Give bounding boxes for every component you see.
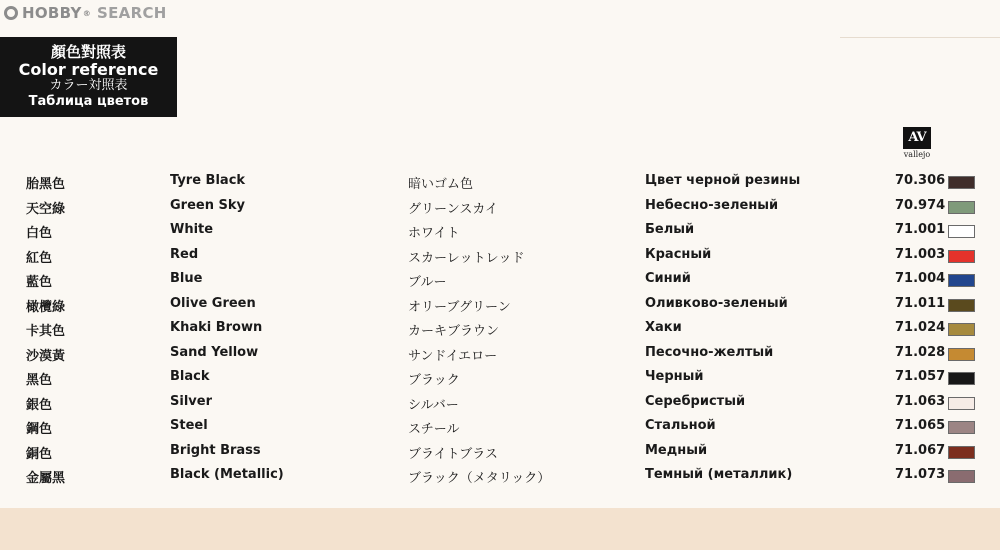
color-name-russian: Стальной <box>645 418 716 433</box>
color-name-russian: Черный <box>645 369 704 384</box>
color-name-japanese: 暗いゴム色 <box>408 177 474 192</box>
color-name-russian: Красный <box>645 246 712 262</box>
hobbysearch-logo <box>4 3 167 23</box>
table-row <box>0 318 1000 343</box>
color-name-chinese: 銀色 <box>26 397 53 413</box>
title-english: Color reference <box>18 60 159 79</box>
color-swatch <box>948 201 975 214</box>
color-name-chinese: 紅色 <box>26 250 53 266</box>
title-russian: Таблица цветов <box>28 94 149 109</box>
table-row <box>0 343 1000 368</box>
table-row <box>0 171 1000 196</box>
color-swatch <box>948 372 975 385</box>
color-name-japanese: カーキブラウン <box>408 324 500 339</box>
bottom-band <box>0 508 1000 550</box>
table-row <box>0 416 1000 441</box>
color-table <box>0 171 1000 490</box>
vallejo-logo <box>901 127 933 159</box>
vallejo-mark-icon: AV <box>903 127 931 149</box>
color-swatch <box>948 348 975 361</box>
color-swatch <box>948 446 975 459</box>
table-row <box>0 196 1000 221</box>
color-name-chinese: 卡其色 <box>26 324 66 339</box>
color-name-japanese: スチール <box>408 422 460 437</box>
color-name-chinese: 鋼色 <box>26 422 53 437</box>
logo-registered-mark: ® <box>82 8 92 18</box>
logo-search-text: SEARCH <box>97 4 167 22</box>
color-code: 71.004 <box>895 271 946 286</box>
color-name-chinese: 金屬黑 <box>26 471 66 486</box>
color-name-chinese: 胎黑色 <box>26 177 66 192</box>
color-name-russian: Темный (металлик) <box>645 467 793 482</box>
color-code: 71.001 <box>895 222 946 237</box>
color-name-english: Red <box>170 246 199 262</box>
color-name-chinese: 藍色 <box>26 275 53 290</box>
color-swatch <box>948 299 975 312</box>
color-code: 71.065 <box>895 418 946 433</box>
table-row <box>0 294 1000 319</box>
color-name-japanese: ブラック <box>408 373 460 388</box>
color-name-russian: Синий <box>645 271 691 286</box>
color-name-english: Khaki Brown <box>170 320 263 335</box>
title-chinese: 顏色對照表 <box>50 43 126 61</box>
color-name-russian: Небесно-зеленый <box>645 197 779 213</box>
color-name-russian: Белый <box>645 222 695 237</box>
vallejo-word: vallejo <box>903 150 931 159</box>
color-code: 71.063 <box>895 393 946 409</box>
color-name-chinese: 黑色 <box>26 373 53 388</box>
color-name-english: Black (Metallic) <box>170 467 284 482</box>
logo-hobby-text: HOBBY <box>22 4 82 22</box>
color-code: 71.028 <box>895 344 946 360</box>
table-row <box>0 367 1000 392</box>
table-row <box>0 220 1000 245</box>
color-name-english: Olive Green <box>170 295 256 311</box>
color-name-japanese: ブルー <box>408 275 447 290</box>
color-name-english: Green Sky <box>170 197 245 213</box>
color-name-chinese: 橄欖綠 <box>26 299 66 315</box>
table-row <box>0 465 1000 490</box>
color-name-russian: Медный <box>645 442 708 458</box>
color-name-english: Silver <box>170 393 212 409</box>
color-name-chinese: 天空綠 <box>26 201 66 217</box>
color-name-russian: Цвет черной резины <box>645 173 801 188</box>
table-row <box>0 269 1000 294</box>
color-code: 71.003 <box>895 246 946 262</box>
table-row <box>0 392 1000 417</box>
color-name-english: Sand Yellow <box>170 344 259 360</box>
color-name-english: Tyre Black <box>170 173 246 188</box>
color-name-japanese: オリーブグリーン <box>408 299 511 315</box>
title-box <box>0 37 177 117</box>
color-name-japanese: グリーンスカイ <box>408 201 498 217</box>
color-swatch <box>948 250 975 263</box>
top-divider <box>840 37 1000 38</box>
table-row <box>0 245 1000 270</box>
color-name-english: Blue <box>170 271 203 286</box>
color-name-japanese: ブラック（メタリック） <box>408 471 551 486</box>
color-code: 71.011 <box>895 295 946 311</box>
color-swatch <box>948 176 975 189</box>
color-name-japanese: スカーレットレッド <box>408 250 525 266</box>
color-code: 71.024 <box>895 320 946 335</box>
color-name-japanese: サンドイエロー <box>408 348 498 364</box>
table-row <box>0 441 1000 466</box>
color-code: 71.057 <box>895 369 946 384</box>
color-name-chinese: 沙漠黃 <box>26 348 66 364</box>
color-name-japanese: ブライトブラス <box>408 446 498 462</box>
color-code: 70.306 <box>895 173 946 188</box>
color-name-english: Steel <box>170 418 208 433</box>
color-name-english: Black <box>170 369 210 384</box>
color-name-english: White <box>170 222 214 237</box>
color-swatch <box>948 323 975 336</box>
color-name-russian: Песочно-желтый <box>645 344 774 360</box>
color-swatch <box>948 397 975 410</box>
color-name-russian: Серебристый <box>645 393 746 409</box>
color-swatch <box>948 274 975 287</box>
color-code: 71.073 <box>895 467 946 482</box>
color-name-japanese: ホワイト <box>408 226 460 241</box>
color-name-russian: Оливково-зеленый <box>645 295 788 311</box>
color-code: 70.974 <box>895 197 946 213</box>
color-name-chinese: 白色 <box>26 226 53 241</box>
title-japanese: カラー対照表 <box>49 78 128 93</box>
color-swatch <box>948 225 975 238</box>
color-name-russian: Хаки <box>645 320 682 335</box>
logo-icon <box>4 6 18 20</box>
color-name-english: Bright Brass <box>170 442 261 458</box>
color-name-japanese: シルバー <box>408 397 459 413</box>
color-swatch <box>948 470 975 483</box>
color-swatch <box>948 421 975 434</box>
color-name-chinese: 銅色 <box>26 446 53 462</box>
color-code: 71.067 <box>895 442 946 458</box>
